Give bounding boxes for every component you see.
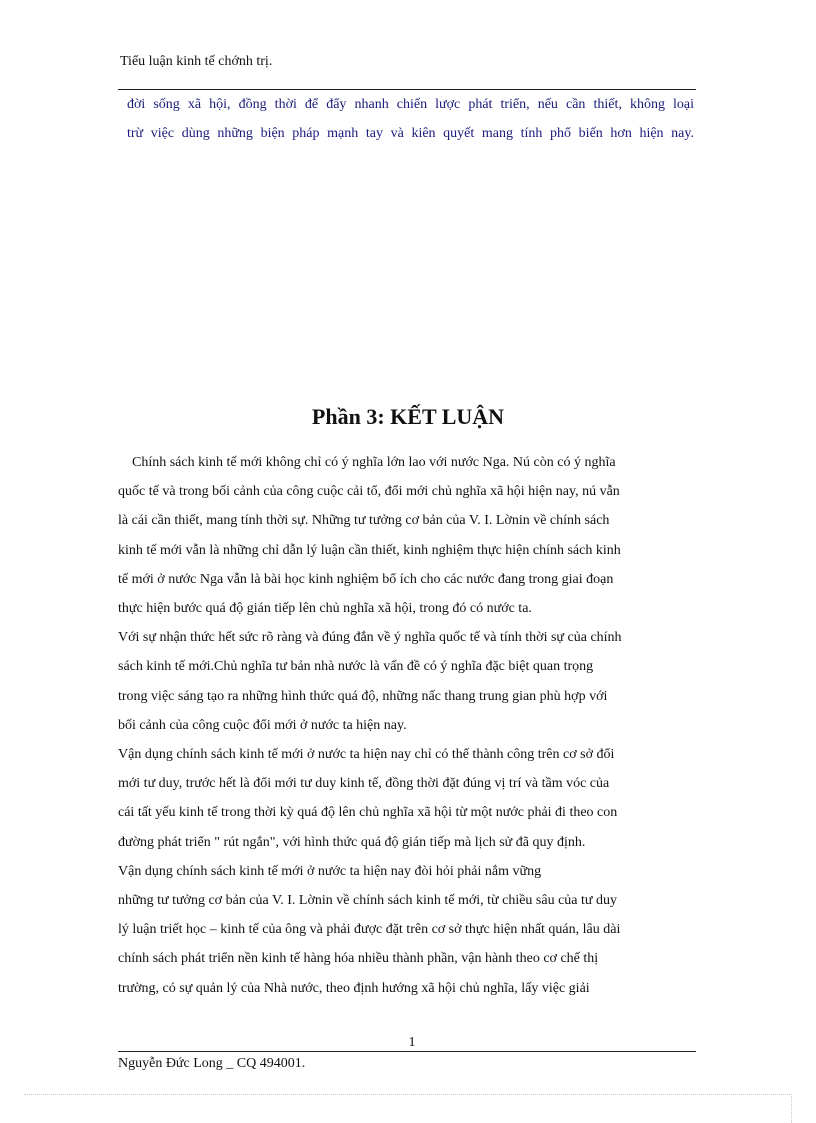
body-line: Vận dụng chính sách kinh tế mới ở nước ta hiện nay đòi hỏi phải nắm vững xyxy=(118,863,542,879)
body-line: trong việc sáng tạo ra những hình thức quá độ, những nấc thang trung gian phù hợp với xyxy=(118,688,608,704)
body-line: thực hiện bước quá độ gián tiếp lên chủ nghĩa xã hội, trong đó có nước ta. xyxy=(118,601,532,617)
intro-line: đời sống xã hội, đồng thời để đẩy nhanh chiến lược phát triển, nếu cần thiết, không loại xyxy=(127,97,694,112)
body-line: mới tư duy, trước hết là đổi mới tư duy kinh tế, đồng thời đặt đúng vị trí và tầm vóc của xyxy=(118,776,610,792)
running-header: Tiểu luận kinh tế chớnh trị. xyxy=(120,54,273,69)
intro-line: trừ việc dùng những biện pháp mạnh tay và kiên quyết mang tính phổ biến hơn hiện nay. xyxy=(127,126,694,141)
body-line: cái tất yếu kinh tế trong thời kỳ quá độ lên chủ nghĩa xã hội từ một nước phải đi theo con xyxy=(118,805,618,821)
body-line: đường phát triển " rút ngắn", với hình thức quá độ gián tiếp mà lịch sử đã quy định. xyxy=(118,834,586,850)
conclusion-body xyxy=(118,448,698,1003)
body-line: là cái cần thiết, mang tính thời sự. Những tư tưởng cơ bản của V. I. Lờnin về chính sách xyxy=(118,513,610,529)
body-line: Vận dụng chính sách kinh tế mới ở nước ta hiện nay chỉ có thể thành công trên cơ sở đổi xyxy=(118,747,615,763)
page-boundary xyxy=(24,1094,792,1095)
body-line: bối cảnh của công cuộc đổi mới ở nước ta hiện nay. xyxy=(118,717,407,733)
body-line: chính sách phát triển nền kinh tế hàng hóa nhiều thành phần, vận hành theo cơ chế thị xyxy=(118,951,599,967)
body-line: quốc tế và trong bối cảnh của công cuộc cải tổ, đổi mới chủ nghĩa xã hội hiện nay, nú vẫn xyxy=(118,484,620,500)
body-line: tế mới ở nước Nga vẫn là bài học kinh nghiệm bổ ích cho các nước đang trong giai đoạn xyxy=(118,571,614,587)
page-number: 1 xyxy=(408,1035,416,1050)
body-line: những tư tưởng cơ bản của V. I. Lờnin về chính sách kinh tế mới, từ chiều sâu của tư duy xyxy=(118,893,617,909)
body-line: kinh tế mới vẫn là những chỉ dẫn lý luận cần thiết, kinh nghiệm thực hiện chính sách kinh xyxy=(118,542,621,558)
body-line: Với sự nhận thức hết sức rõ ràng và đúng đắn về ý nghĩa quốc tế và tính thời sự của chính xyxy=(118,630,622,646)
body-line: lý luận triết học – kinh tế của ông và phải được đặt trên cơ sở thực hiện nhất quán, lâu dài xyxy=(118,922,621,938)
running-footer: Nguyễn Đức Long _ CQ 494001. xyxy=(118,1056,306,1071)
body-line: trường, có sự quản lý của Nhà nước, theo định hướng xã hội chủ nghĩa, lấy việc giải xyxy=(118,980,590,996)
section-heading: Phần 3: KẾT LUẬN xyxy=(311,404,505,429)
footer-divider xyxy=(118,1051,696,1052)
body-line: sách kinh tế mới.Chủ nghĩa tư bản nhà nước là vấn đề có ý nghĩa đặc biệt quan trọng xyxy=(118,659,594,675)
intro-paragraph xyxy=(127,90,694,148)
body-line: Chính sách kinh tế mới không chỉ có ý nghĩa lớn lao với nước Nga. Nú còn có ý nghĩa xyxy=(118,455,616,470)
page-boundary-vertical xyxy=(791,1094,792,1123)
